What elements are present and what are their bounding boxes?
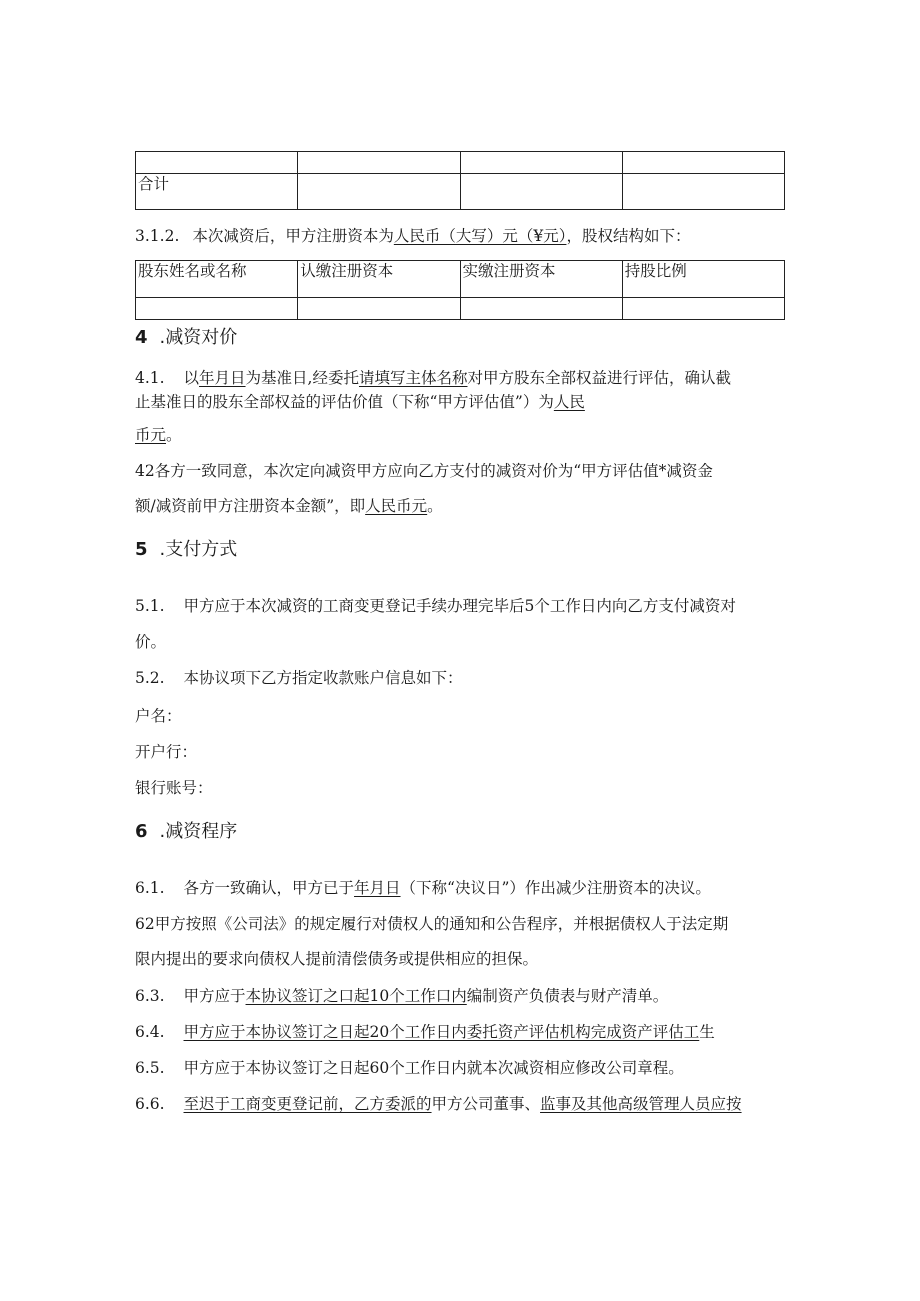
table-cell-total-label: 合计 (136, 174, 298, 210)
clause-6-2 (135, 912, 728, 934)
clause-4-1-line2 (135, 390, 585, 412)
clause-3-1-2 (135, 224, 690, 246)
header-paid-capital: 实缴注册资本 (460, 261, 622, 298)
section-heading-4 (135, 323, 237, 349)
account-bank-label: 开户行： (135, 743, 198, 761)
resolution-date-blank: 年月日 (354, 879, 401, 897)
clause-5-2 (135, 666, 463, 688)
table-cell (622, 152, 784, 174)
clause-text: 止基准日的股东全部权益的评估价值（下称“甲方评估值”）为 (135, 393, 554, 411)
clause-number: 5.1. (135, 597, 165, 615)
clause-underlined-text: 监事及其他高级管理人员应按 (540, 1095, 742, 1113)
clause-text: 62甲方按照《公司法》的规定履行对债权人的通知和公告程序，并根据债权人于法定期 (135, 915, 729, 933)
clause-text: 甲方应于 (183, 987, 246, 1005)
clause-number: 6.1. (135, 879, 165, 897)
account-number-label: 银行账号： (135, 779, 213, 797)
clause-text: 各方一致确认，甲方已于 (183, 879, 355, 897)
clause-text: 甲方应于本协议签订之日起60个工作日内就本次减资相应修改公司章程。 (183, 1059, 684, 1077)
table-cell (622, 174, 784, 210)
clause-number: 6.3. (135, 987, 165, 1005)
section-number: 5 (135, 539, 148, 560)
clause-text: 本次减资后，甲方注册资本为 (192, 227, 394, 245)
clause-number: 4.1. (135, 369, 165, 387)
clause-text: 对甲方股东全部权益进行评估，确认截 (467, 369, 732, 387)
clause-text: 。 (166, 426, 182, 444)
table-row-total (136, 174, 785, 210)
table-row (136, 298, 785, 320)
clause-text: 甲方公司董事、 (431, 1095, 541, 1113)
entity-name-blank: 请填写主体名称 (358, 369, 468, 387)
clause-text: 价。 (135, 633, 167, 651)
clause-6-3 (135, 984, 668, 1006)
table-cell (460, 298, 622, 320)
section-title: .支付方式 (159, 539, 238, 560)
section-heading-6 (135, 817, 237, 843)
header-share-ratio: 持股比例 (622, 261, 784, 298)
valuation-amount-blank: 人民 (553, 393, 585, 411)
capital-table-before (135, 151, 785, 210)
clause-text: （下称“决议日”）作出减少注册资本的决议。 (400, 879, 711, 897)
clause-number: 6.4. (135, 1023, 165, 1041)
clause-number: 5.2. (135, 669, 165, 687)
header-shareholder-name: 股东姓名或名称 (136, 261, 298, 298)
clause-6-2-line2 (135, 947, 538, 969)
clause-text: 。 (427, 497, 443, 515)
base-date-blank: 年月日 (199, 369, 246, 387)
clause-text: 以 (183, 369, 200, 387)
clause-6-1 (135, 876, 711, 898)
clause-4-1-line3 (135, 423, 182, 445)
clause-text: 为基准日,经委托 (245, 369, 359, 387)
clause-text: 额/减资前甲方注册资本金额”，即 (135, 497, 366, 515)
section-title: .减资对价 (159, 327, 238, 348)
table-cell (298, 152, 460, 174)
clause-text: 生 (699, 1023, 715, 1041)
clause-6-4 (135, 1020, 715, 1042)
section-heading-5 (135, 535, 237, 561)
table-cell (136, 152, 298, 174)
table-header-row (136, 261, 785, 298)
clause-number: 6.5. (135, 1059, 165, 1077)
table-row (136, 152, 785, 174)
section-title: .减资程序 (159, 821, 238, 842)
table-cell (622, 298, 784, 320)
clause-text: 编制资产负债表与财产清单。 (466, 987, 669, 1005)
clause-4-2 (135, 459, 713, 481)
clause-4-2-line2 (135, 494, 443, 516)
account-name-label: 户名： (135, 707, 182, 725)
clause-6-5 (135, 1056, 684, 1078)
capital-amount-blank: 人民币（大写）元（¥元） (393, 227, 567, 245)
clause-text: 甲方应于本次减资的工商变更登记手续办理完毕后5个工作日内向乙方支付减资对 (183, 597, 736, 615)
header-subscribed-capital: 认缴注册资本 (298, 261, 460, 298)
clause-text: 限内提出的要求向债权人提前清偿债务或提供相应的担保。 (135, 950, 539, 968)
shareholding-table (135, 260, 785, 320)
table-cell (298, 298, 460, 320)
table-cell (298, 174, 460, 210)
clause-underlined-text: 至迟于工商变更登记前，乙方委派的 (183, 1095, 432, 1113)
deadline-blank: 本协议签订之口起10个工作口内 (245, 987, 467, 1005)
clause-number: 3.1.2. (135, 227, 180, 245)
clause-text: 本协议项下乙方指定收款账户信息如下： (183, 669, 463, 687)
clause-4-1 (135, 366, 731, 388)
table-cell (460, 152, 622, 174)
clause-number: 6.6. (135, 1095, 165, 1113)
clause-6-6 (135, 1092, 742, 1114)
section-number: 4 (135, 327, 148, 348)
table-cell (460, 174, 622, 210)
clause-text: ，股权结构如下： (566, 227, 691, 245)
clause-5-1-line2 (135, 630, 166, 652)
section-number: 6 (135, 821, 148, 842)
valuation-deadline-text: 甲方应于本协议签订之日起20个工作日内委托资产评估机构完成资产评估工 (183, 1023, 700, 1041)
table-cell (136, 298, 298, 320)
consideration-amount-blank: 人民币元 (365, 497, 428, 515)
clause-text: 42各方一致同意，本次定向减资甲方应向乙方支付的减资对价为“甲方评估值*减资金 (135, 462, 713, 480)
clause-5-1 (135, 594, 736, 616)
valuation-currency-blank: 币元 (135, 426, 167, 444)
